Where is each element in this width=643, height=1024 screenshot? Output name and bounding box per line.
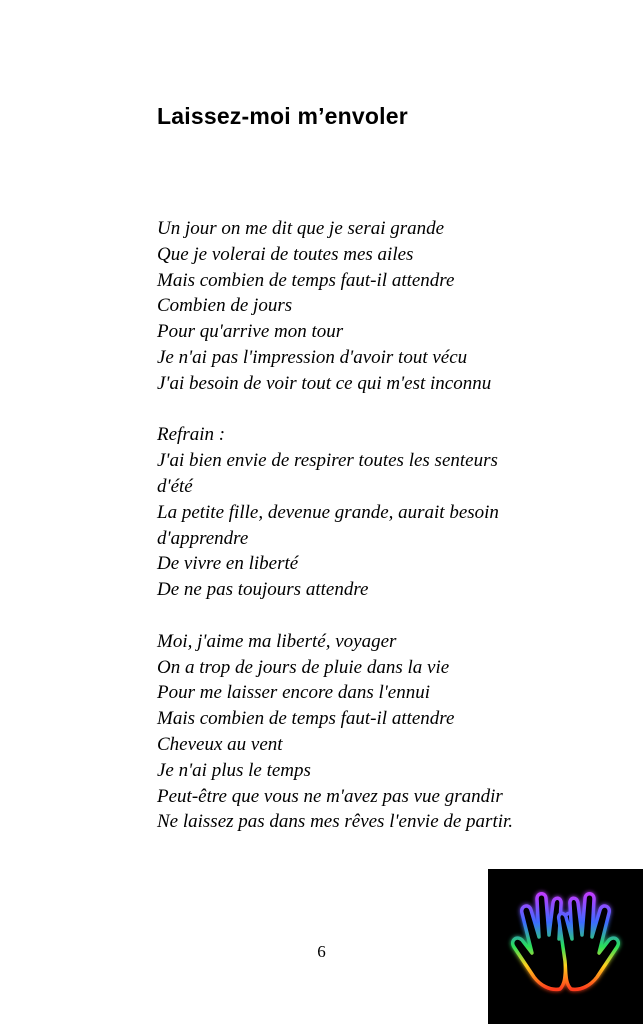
poem-line: d'apprendre (157, 527, 249, 549)
stanza-3 (157, 629, 597, 835)
poem-line: La petite fille, devenue grande, aurait besoin (157, 501, 499, 523)
rainbow-hands-icon (488, 869, 643, 1024)
poem-line: Pour me laisser encore dans l'ennui (157, 682, 431, 704)
poem-body (157, 216, 597, 835)
poem-line: Je n'ai plus le temps (157, 759, 311, 781)
stanza-spacer (157, 603, 597, 629)
poem-line: d'été (157, 475, 193, 497)
poem-line: Que je volerai de toutes mes ailes (157, 243, 414, 265)
page-number: 6 (317, 942, 326, 961)
poem-line: Moi, j'aime ma liberté, voyager (157, 630, 397, 652)
poem-line: Mais combien de temps faut-il attendre (157, 269, 455, 291)
poem-line: Ne laissez pas dans mes rêves l'envie de partir. (157, 811, 514, 833)
poem-line: J'ai bien envie de respirer toutes les senteurs (157, 450, 498, 472)
refrain-label: Refrain : (157, 424, 226, 446)
stanza-1 (157, 216, 597, 397)
page-title: Laissez-moi m’envoler (157, 103, 408, 129)
poem-line: Je n'ai pas l'impression d'avoir tout vécu (157, 346, 468, 368)
rainbow-hands-logo (488, 869, 643, 1024)
poem-line: Peut-être que vous ne m'avez pas vue grandir (157, 785, 503, 807)
poem-line: De vivre en liberté (157, 553, 299, 575)
poem-line: J'ai besoin de voir tout ce qui m'est inconnu (157, 372, 492, 394)
poem-line: Un jour on me dit que je serai grande (157, 218, 445, 239)
poem-line: Mais combien de temps faut-il attendre (157, 708, 455, 730)
poem-line: Combien de jours (157, 295, 293, 317)
poem-line: De ne pas toujours attendre (157, 579, 369, 601)
stanza-2-refrain (157, 422, 597, 603)
stanza-spacer (157, 397, 597, 423)
poem-line: Cheveux au vent (157, 733, 283, 755)
poem-line: On a trop de jours de pluie dans la vie (157, 656, 450, 678)
poem-line: Pour qu'arrive mon tour (157, 321, 344, 343)
